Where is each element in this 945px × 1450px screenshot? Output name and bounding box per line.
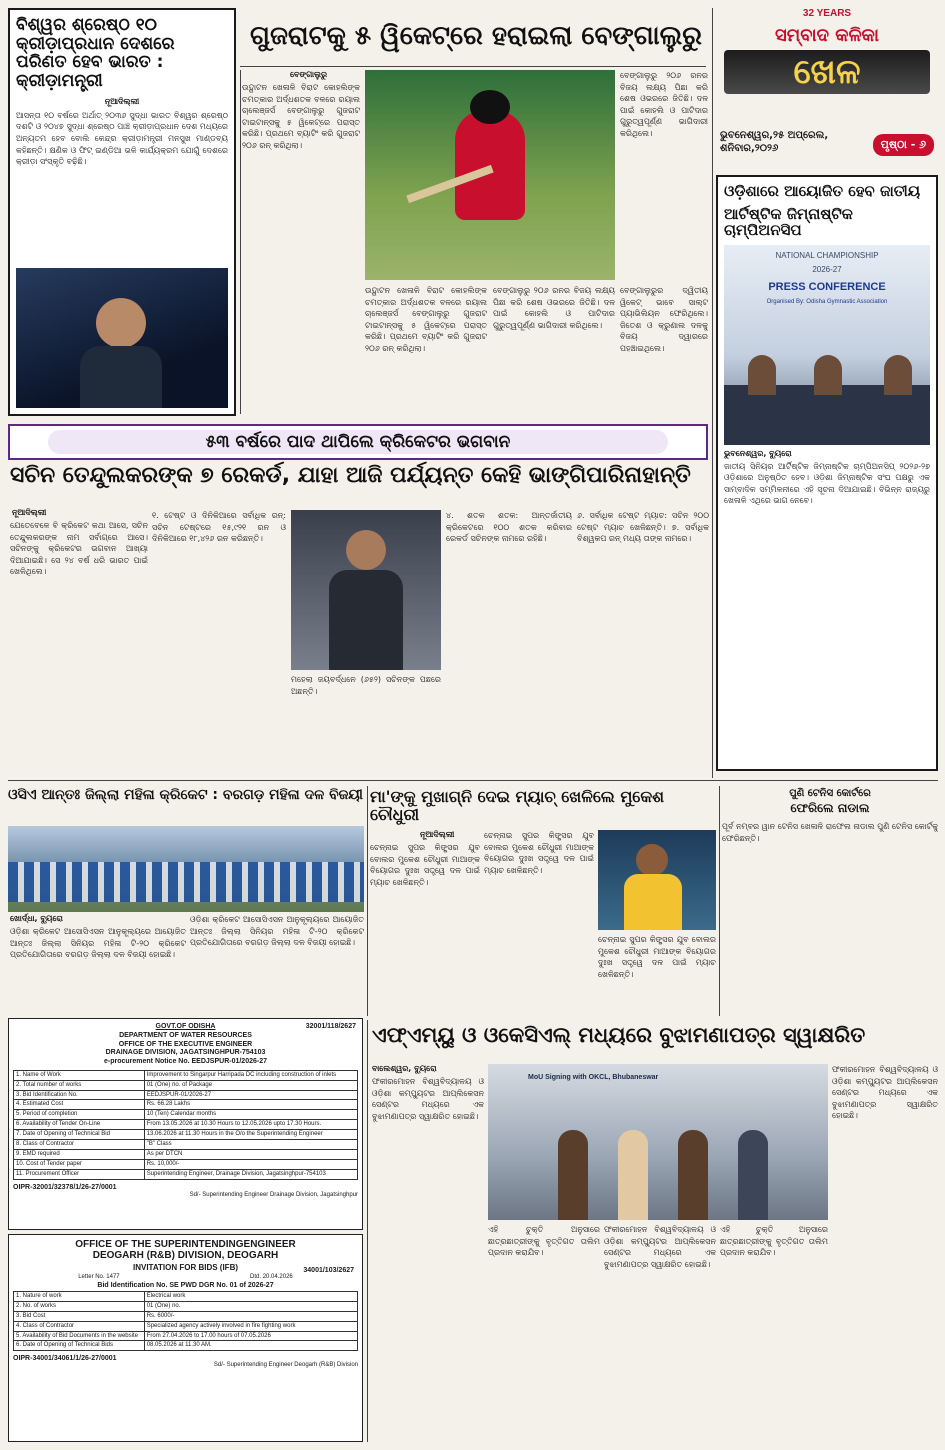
row-value: 01 (One) no. of Package	[144, 1080, 357, 1090]
table-row	[14, 1149, 358, 1159]
table-row	[14, 1292, 358, 1302]
row-value: 13.06.2026 at 11.30 Hours in the O/o the Superintending Engineer	[144, 1130, 357, 1140]
row-value: As per DTCN	[144, 1149, 357, 1159]
row-label: 1. Name of Work	[14, 1070, 145, 1080]
mou-col3: ଫକୀରମୋହନ ବିଶ୍ୱବିଦ୍ୟାଳୟ ଓ ଓଡ଼ିଶା କମ୍ପ୍ୟୁଟର ଆପ୍ଲିକେସନ ସେଣ୍ଟର ମଧ୍ୟରେ ଏକ ବୁଝାମଣାପତ୍ର ସ୍ୱାକ୍ଷରିତ ହୋଇଛି।	[604, 1225, 716, 1269]
ad2-ref: 34001/103/2627	[303, 1267, 354, 1274]
row-value: From 13.05.2026 at 10.30 Hours to 12.05.2026 upto 17.30 Hours.	[144, 1120, 357, 1130]
table-row	[14, 1100, 358, 1110]
ad1-ref: 32001/118/2627	[305, 1023, 356, 1030]
date-line2: ଶନିବାର,୨୦୨୬	[720, 143, 779, 154]
gymnastics-story	[716, 175, 938, 771]
tender-ad-2	[8, 1234, 363, 1442]
ad2-letter: Letter No. 1477	[78, 1274, 120, 1280]
ad2-bid-no: Bid Identification No. SE PWD DGR No. 01 of 2026-27	[97, 1282, 274, 1289]
mukesh-dateline: ନୂଆଦିଲ୍ଲୀ	[420, 830, 455, 839]
row-value: Rs. 10,000/-	[144, 1159, 357, 1169]
row-label: 4. Class of Contractor	[14, 1321, 145, 1331]
row-value: 01 (One) no.	[144, 1301, 357, 1311]
row-label: 5. Availability of Bid Documents in the website	[14, 1331, 145, 1341]
ad2-subtitle: DEOGARH (R&B) DIVISION, DEOGARH	[92, 1250, 279, 1261]
row-value: Superintending Engineer, Drainage Division, Jagatsinghpur-754103	[144, 1169, 357, 1179]
row-value: Improvement to Singarpur Harripada DC including construction of inlets	[144, 1070, 357, 1080]
table-row	[14, 1311, 358, 1321]
ad2-table	[13, 1291, 358, 1351]
mukesh-photo	[598, 830, 716, 930]
ad1-dept: DEPARTMENT OF WATER RESOURCES	[119, 1031, 252, 1039]
mukesh-col3: ଚେନ୍ନାଇ ସୁପର କିଙ୍ଗ୍ସର ଯୁବ ବୋଲର ମୁକେଶ ଚୌଧୁରୀ ମାଆଙ୍କ ବିୟୋଗର ଦୁଃଖ ସତ୍ତ୍ୱେ ଦଳ ପାଇଁ ମ୍ୟାଚ ଖେଳିଛନ୍ତି।	[598, 935, 716, 979]
women-body-2: ଓଡ଼ିଶା କ୍ରିକେଟ ଆସୋସିଏସନ ଆନୁକୂଲ୍ୟରେ ଆୟୋଜିତ ଆନ୍ତଃ ଜିଲ୍ଲା ସିନିୟର ମହିଳା ଟି-୨୦ କ୍ରିକେଟ ପ୍ରତିଯୋଗିତାରେ ବରଗଡ଼ ଜିଲ୍ଲା ଦଳ ବିଜୟୀ ହୋଇଛି।	[190, 915, 364, 948]
gujarat-col3: ବେଙ୍ଗାଲୁରୁର ଦ୍ୱିତୀୟ ୱିକେଟ୍ ଭାବେ ସାଲ୍ଟ ପ୍ୟାଭିଲିୟନ ଫେରିଥିଲେ। ଜିତେଶ ଓ କ୍ରୁଣାଲ ଦଳକୁ ବିଜୟ ଦ୍ୱାରରେ ପହଞ୍ଚାଇଥିଲେ।	[620, 286, 708, 353]
mou-col5: ଫକୀରମୋହନ ବିଶ୍ୱବିଦ୍ୟାଳୟ ଓ ଓଡ଼ିଶା କମ୍ପ୍ୟୁଟର ଆପ୍ଲିକେସନ ସେଣ୍ଟର ମଧ୍ୟରେ ଏକ ବୁଝାମଣାପତ୍ର ସ୍ୱାକ୍ଷରିତ ହୋଇଛି।	[832, 1065, 938, 1121]
row-label: 6. Availability of Tender On-Line	[14, 1120, 145, 1130]
ad1-footer: OIPR-32001/32378/1/26-27/0001	[13, 1183, 117, 1191]
sports-minister-story	[8, 8, 236, 416]
sachin-photo	[291, 510, 441, 670]
gujarat-col2: ବେଙ୍ଗାଲୁରୁ ୨୦୬ ରନର ବିଜୟ ଲକ୍ଷ୍ୟ ପିଛା କରି ଶେଷ ଓଭରରେ ଜିତିଛି। ଦଳ ପାଇଁ କୋହଲି ଓ ପାଟିଦାର ଗୁରୁତ୍ୱପୂର୍ଣ୍ଣ ଭାଗିଦାରୀ କରିଥିଲେ।	[620, 71, 708, 138]
gym-headline2: ଆର୍ଟିଷ୍ଟିକ ଜିମ୍ନାଷ୍ଟିକ ଚାମ୍ପିଅନସିପ	[724, 204, 853, 239]
mukesh-headline: ମା'ଙ୍କୁ ମୁଖାଗ୍ନି ଦେଇ ମ୍ୟାଚ୍ ଖେଳିଲେ ମୁକେଶ ଚୌଧୁରୀ	[370, 787, 665, 824]
row-value: 10 (Ten) Calendar months	[144, 1110, 357, 1120]
tender-ad-1	[8, 1018, 363, 1230]
photo-year: 2026-27	[812, 264, 842, 274]
table-row	[14, 1090, 358, 1100]
masthead	[716, 8, 938, 170]
table-row	[14, 1341, 358, 1351]
ad2-footer: OIPR-34001/34061/1/26-27/0001	[13, 1355, 117, 1363]
tennis-kicker: ପୁଣି ଟେନିସ କୋର୍ଟରେ	[789, 788, 871, 799]
dateline: ନୂଆଦିଲ୍ଲୀ	[104, 96, 140, 106]
table-row	[14, 1331, 358, 1341]
gujarat-col1: ଉଦ୍ଘାଟନ ଖେଳାଳି ବିରାଟ କୋହଲିଙ୍କ ଚମତ୍କାର ଅର୍ଦ୍ଧଶତକ ବଳରେ ରୟାଲ ଚାଲେଞ୍ଜର୍ସ ବେଙ୍ଗାଲୁରୁ ଗୁଜରାଟ ଟାଇଟାନ୍ସକୁ ୫ ୱିକେଟ୍‌ରେ ପରାସ୍ତ କରିଛି। ପ୍ରଥମେ ବ୍ୟାଟିଂ କରି ଗୁଜରାଟ ୨୦୬ ରନ୍ କରିଥିଲା।	[242, 83, 360, 150]
table-row	[14, 1301, 358, 1311]
row-label: 11. Procurement Officer	[14, 1169, 145, 1179]
ad1-division: DRAINAGE DIVISION, JAGATSINGHPUR-754103	[105, 1049, 266, 1057]
table-row	[14, 1080, 358, 1090]
row-label: 3. Bid Identification No.	[14, 1090, 145, 1100]
ad2-sign: Sd/- Superintending Engineer Deogarh (R&B) Division	[213, 1362, 358, 1369]
gujarat-col1b: ଉଦ୍ଘାଟନ ଖେଳାଳି ବିରାଟ କୋହଲିଙ୍କ ଚମତ୍କାର ଅର୍ଦ୍ଧଶତକ ବଳରେ ରୟାଲ ଚାଲେଞ୍ଜର୍ସ ବେଙ୍ଗାଲୁରୁ ଗୁଜରାଟ ଟାଇଟାନ୍ସକୁ ୫ ୱିକେଟ୍‌ରେ ପରାସ୍ତ କରିଛି। ପ୍ରଥମେ ବ୍ୟାଟିଂ କରି ଗୁଜରାଟ ୨୦୬ ରନ୍ କରିଥିଲା।	[365, 286, 487, 353]
page-label: ପୃଷ୍ଠା - ୬	[873, 134, 934, 156]
paper-name: ସମ୍ବାଦ କଳିକା	[775, 25, 879, 46]
row-label: 6. Date of Opening of Technical Bids	[14, 1341, 145, 1351]
mukesh-col2: ଚେନ୍ନାଇ ସୁପର କିଙ୍ଗ୍ସର ଯୁବ ବୋଲର ମୁକେଶ ଚୌଧୁରୀ ମାଆଙ୍କ ବିୟୋଗର ଦୁଃଖ ସତ୍ତ୍ୱେ ଦଳ ପାଇଁ ମ୍ୟାଚ ଖେଳିଛନ୍ତି।	[484, 831, 594, 875]
gym-body: ଜାତୀୟ ସିନିୟର ଆର୍ଟିଷ୍ଟିକ ଜିମ୍ନାଷ୍ଟିକ ଚାମ୍ପିଅନସିପ୍ ୨୦୨୬-୨୭ ଓଡ଼ିଶାରେ ଅନୁଷ୍ଠିତ ହେବ। ଓଡ଼ିଶା ଜିମ୍ନାଷ୍ଟିକ ସଂଘ ପକ୍ଷରୁ ଏକ ସାମ୍ବାଦିକ ସମ୍ମିଳନୀରେ ଏହି ସୂଚନା ଦିଆଯାଇଛି। ବିଭିନ୍ନ ରାଜ୍ୟରୁ ଖେଳାଳି ଏଥିରେ ଭାଗ ନେବେ।	[724, 461, 930, 506]
row-value: From 27.04.2026 to 17.00 hours of 07.05.2026	[144, 1331, 357, 1341]
row-label: 2. No. of works	[14, 1301, 145, 1311]
row-label: 5. Period of completion	[14, 1110, 145, 1120]
photo-sub: Organised By: Odisha Gymnastic Association	[766, 298, 888, 305]
strap-text: ୫୩ ବର୍ଷରେ ପାଦ ଥାପିଲେ କ୍ରିକେଟର ଭଗବାନ	[48, 430, 668, 454]
table-row	[14, 1070, 358, 1080]
table-row	[14, 1169, 358, 1179]
row-value: Electrical work	[144, 1292, 357, 1302]
row-label: 8. Class of Contractor	[14, 1139, 145, 1149]
women-cricket-headline: ଓସିଏ ଆନ୍ତଃ ଜିଲ୍ଲା ମହିଳା କ୍ରିକେଟ : ବରଗଡ଼ ମହିଳା ଦଳ ବିଜୟୀ	[8, 787, 363, 803]
mou-col4: ଏହି ଚୁକ୍ତି ଅନୁସାରେ ଛାତ୍ରଛାତ୍ରୀଙ୍କୁ ବୃତ୍ତିଗତ ତାଲିମ ପ୍ରଦାନ କରାଯିବ।	[720, 1225, 828, 1258]
years-badge: 32 YEARS	[802, 8, 852, 19]
mou-col1: ଫକୀରମୋହନ ବିଶ୍ୱବିଦ୍ୟାଳୟ ଓ ଓଡ଼ିଶା କମ୍ପ୍ୟୁଟର ଆପ୍ଲିକେସନ ସେଣ୍ଟର ମଧ୍ୟରେ ଏକ ବୁଝାମଣାପତ୍ର ସ୍ୱାକ୍ଷରିତ ହୋଇଛି।	[372, 1077, 484, 1121]
row-label: 10. Cost of Tender paper	[14, 1159, 145, 1169]
mou-dateline: ବାଲେଶ୍ୱର, ବ୍ୟୁରୋ	[372, 1064, 437, 1073]
gujarat-col2b: ବେଙ୍ଗାଲୁରୁ ୨୦୬ ରନର ବିଜୟ ଲକ୍ଷ୍ୟ ପିଛା କରି ଶେଷ ଓଭରରେ ଜିତିଛି। ଦଳ ପାଇଁ କୋହଲି ଓ ପାଟିଦାର ଗୁରୁତ୍ୱପୂର୍ଣ୍ଣ ଭାଗିଦାରୀ କରିଥିଲେ।	[493, 286, 615, 330]
ad1-govt: GOVT.OF ODISHA	[155, 1023, 216, 1030]
ad1-notice: e-procurement Notice No. EEDJSPUR-01/2026-27	[104, 1058, 267, 1065]
sachin-col3: ୪. ଶତକ ଶତକ: ଆନ୍ତର୍ଜାତୀୟ କ୍ରିକେଟରେ ୧୦୦ ଶତକ କରିବାର ରେକର୍ଡ ସଚିନଙ୍କ ନାମରେ ରହିଛି।	[446, 511, 572, 544]
table-row	[14, 1139, 358, 1149]
mou-photo	[488, 1064, 828, 1220]
table-row	[14, 1130, 358, 1140]
sachin-headline: ସଚିନ ତେନ୍ଦୁଲକରଙ୍କ ୭ ରେକର୍ଡ, ଯାହା ଆଜି ପର୍ଯ୍ୟନ୍ତ କେହି ଭାଙ୍ଗିପାରିନାହାନ୍ତି	[10, 463, 691, 488]
row-label: 7. Date of Opening of Technical Bid	[14, 1130, 145, 1140]
sachin-col4: ୬. ସର୍ବାଧିକ ଟେଷ୍ଟ ମ୍ୟାଚ: ସଚିନ ୨୦୦ ଟେଷ୍ଟ ମ୍ୟାଚ ଖେଳିଛନ୍ତି। ୭. ସର୍ବାଧିକ ବିଶ୍ୱକପ ରନ୍ ମଧ୍ୟ ତାଙ୍କ ନାମରେ।	[577, 511, 709, 544]
mou-headline: ଏଫ୍‌ଏମ୍‌ୟୁ ଓ ଓକେସିଏଲ୍ ମଧ୍ୟରେ ବୁଝାମଣାପତ୍ର ସ୍ୱାକ୍ଷରିତ	[372, 1023, 866, 1047]
sachin-dateline: ନୂଆଦିଲ୍ଲୀ	[12, 508, 47, 517]
row-value: "B" Class	[144, 1139, 357, 1149]
kohli-batting-photo	[365, 70, 615, 280]
mou-col2: ଏହି ଚୁକ୍ତି ଅନୁସାରେ ଛାତ୍ରଛାତ୍ରୀଙ୍କୁ ବୃତ୍ତିଗତ ତାଲିମ ପ୍ରଦାନ କରାଯିବ।	[488, 1225, 600, 1258]
minister-photo	[16, 268, 228, 408]
row-value: Rs. 66.28 Lakhs	[144, 1100, 357, 1110]
photo-banner: PRESS CONFERENCE	[768, 280, 886, 293]
sachin-strap	[8, 424, 708, 460]
row-label: 4. Estimated Cost	[14, 1100, 145, 1110]
headline: ବିଶ୍ୱର ଶ୍ରେଷ୍ଠ ୧୦ କ୍ରୀଡ଼ାପ୍ରଧାନ ଦେଶରେ ପରିଣତ ହେବ ଭାରତ : କ୍ରୀଡ଼ାମନ୍ତ୍ରୀ	[16, 15, 175, 92]
gym-dateline: ଭୁବନେଶ୍ୱର, ବ୍ୟୁରୋ	[724, 448, 792, 458]
women-team-photo	[8, 826, 364, 912]
women-body: ଓଡ଼ିଶା କ୍ରିକେଟ ଆସୋସିଏସନ ଆନୁକୂଲ୍ୟରେ ଆୟୋଜିତ ଆନ୍ତଃ ଜିଲ୍ଲା ସିନିୟର ମହିଳା ଟି-୨୦ କ୍ରିକେଟ ପ୍ରତିଯୋଗିତାରେ ବରଗଡ଼ ଜିଲ୍ଲା ଦଳ ବିଜୟୀ ହୋଇଛି।	[10, 927, 186, 960]
body: ଆସନ୍ତା ୧୦ ବର୍ଷରେ ଅର୍ଥାତ୍ ୨୦୩୬ ସୁଦ୍ଧା ଭାରତ ବିଶ୍ୱର ଶ୍ରେଷ୍ଠ ଦଶଟି ଓ ୨୦୪୭ ସୁଦ୍ଧା ଶ୍ରେଷ୍ଠ ପାଞ୍ଚ କ୍ରୀଡ଼ାପ୍ରଧାନ ଦେଶ ମଧ୍ୟରେ ଅନ୍ୟତମ ହେବ ବୋଲି କେନ୍ଦ୍ର କ୍ରୀଡ଼ାମନ୍ତ୍ରୀ ମନସୁଖ ମାଣ୍ଡବ୍ୟ କହିଛନ୍ତି। କ୍ଷଣିକ ଓ ଫିଟ୍ ଇଣ୍ଡିଆ ଭଳି କାର୍ଯ୍ୟକ୍ରମ ଯୋଗୁଁ ଦେଶରେ କ୍ରୀଡ଼ା ସଂସ୍କୃତି ବଢ଼ିଛି।	[16, 110, 228, 167]
women-dateline: ଖୋର୍ଦ୍ଧା, ବ୍ୟୁରୋ	[10, 914, 63, 923]
table-row	[14, 1321, 358, 1331]
table-row	[14, 1159, 358, 1169]
section-name: ଖେଳ	[724, 50, 930, 94]
gujarat-dateline: ବେଙ୍ଗାଲୁରୁ	[290, 70, 328, 79]
table-row	[14, 1120, 358, 1130]
row-value: Specialized agency actively involved in fire fighting work	[144, 1321, 357, 1331]
photo-top: NATIONAL CHAMPIONSHIP	[775, 250, 879, 260]
date-line1: ଭୁବନେଶ୍ୱର,୨୫ ଅପ୍ରେଲ,	[720, 130, 829, 141]
row-label: 1. Nature of work	[14, 1292, 145, 1302]
row-value: Rs. 6000/-	[144, 1311, 357, 1321]
tennis-body: ପୂର୍ବ ନମ୍ବର ୱାନ ଟେନିସ ଖେଳାଳି ରାଫେଲ ନାଡାଲ ପୁଣି ଟେନିସ କୋର୍ଟକୁ ଫେରିଛନ୍ତି।	[722, 822, 938, 843]
sachin-photo-caption: ମହେଲା ଜୟବର୍ଦ୍ଧନେ (୬୫୨) ସଚିନଙ୍କ ପଛରେ ଅଛନ୍ତି।	[291, 675, 441, 696]
mou-photo-text: MoU Signing with OKCL, Bhubaneswar	[528, 1074, 659, 1081]
gym-headline1: ଓଡ଼ିଶାରେ ଆୟୋଜିତ ହେବ ଜାତୀୟ	[724, 182, 921, 200]
ad1-sign: Sd/- Superintending Engineer Drainage Division, Jagatsinghpur	[189, 1191, 358, 1198]
mukesh-col1: ଚେନ୍ନାଇ ସୁପର କିଙ୍ଗ୍ସର ଯୁବ ବୋଲର ମୁକେଶ ଚୌଧୁରୀ ମାଆଙ୍କ ବିୟୋଗର ଦୁଃଖ ସତ୍ତ୍ୱେ ଦଳ ପାଇଁ ମ୍ୟାଚ ଖେଳିଛନ୍ତି।	[370, 843, 480, 887]
sachin-col2: ୧. ଟେଷ୍ଟ ଓ ଦିନିକିଆରେ ସର୍ବାଧିକ ରନ୍: ସଚିନ ଟେଷ୍ଟରେ ୧୫,୯୨୧ ରନ ଓ ଦିନିକିଆରେ ୧୮,୪୨୬ ରନ କରିଛନ୍ତି।	[152, 511, 286, 544]
ad1-table	[13, 1070, 358, 1180]
row-label: 3. Bid Cost	[14, 1311, 145, 1321]
row-value: EEDJSPUR-01/2026-27	[144, 1090, 357, 1100]
ad1-office: OFFICE OF THE EXECUTIVE ENGINEER	[118, 1040, 253, 1048]
sachin-col1: ଯେତେବେଳେ ବି କ୍ରିକେଟ କଥା ଆସେ, ସଚିନ ତେନ୍ଦୁଲକରଙ୍କ ନାମ ସର୍ବାଗ୍ରେ ଆସେ। ସଚିନଙ୍କୁ କ୍ରିକେଟର ଭଗବାନ ଆଖ୍ୟା ଦିଆଯାଇଛି। ସେ ୨୪ ବର୍ଷ ଧରି ଭାରତ ପାଇଁ ଖେଳିଥିଲେ।	[10, 521, 148, 577]
ad2-ifb: INVITATION FOR BIDS (IFB)	[132, 1263, 239, 1272]
row-label: 2. Total number of works	[14, 1080, 145, 1090]
ad2-dated: Dtd. 20.04.2026	[250, 1274, 293, 1280]
table-row	[14, 1110, 358, 1120]
row-value: 08.05.2026 at 11.30 AM.	[144, 1341, 357, 1351]
press-conference-photo	[724, 245, 930, 445]
row-label: 9. EMD required	[14, 1149, 145, 1159]
ad2-title: OFFICE OF THE SUPERINTENDINGENGINEER	[75, 1239, 296, 1250]
gujarat-headline: ଗୁଜରାଟକୁ ୫ ୱିକେଟ୍‌ରେ ହରାଇଲା ବେଙ୍ଗାଲୁରୁ	[250, 21, 702, 51]
tennis-story	[722, 788, 938, 1014]
tennis-headline: ଫେରିଲେ ନାଡାଲ	[790, 801, 870, 815]
